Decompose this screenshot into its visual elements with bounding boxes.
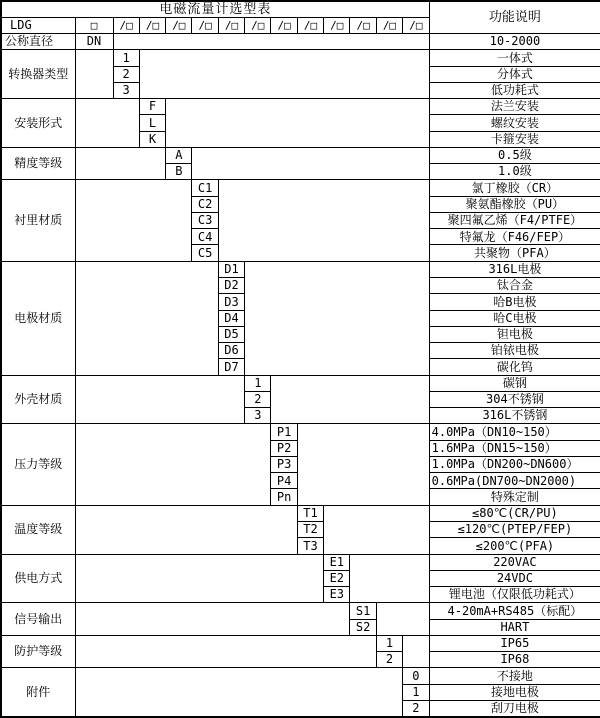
code-cell: D5 — [218, 326, 244, 342]
desc-cell: 聚四氟乙烯（F4/PTFE） — [429, 212, 600, 228]
desc-cell: 1.6MPa（DN15~150） — [429, 440, 600, 456]
desc-cell: 铂铱电极 — [429, 343, 600, 359]
category-label-lining-material: 衬里材质 — [1, 180, 75, 261]
model-slot: /□ — [403, 17, 430, 33]
code-cell: S2 — [350, 619, 376, 635]
desc-cell: 4-20mA+RS485（标配） — [429, 603, 600, 619]
code-cell: K — [139, 131, 165, 147]
desc-cell: 220VAC — [429, 554, 600, 570]
category-label-installation-type: 安装形式 — [1, 99, 75, 148]
empty-cell — [218, 180, 429, 261]
desc-cell: 低功耗式 — [429, 82, 600, 98]
code-cell: 1 — [245, 375, 271, 391]
desc-cell: ≤200℃(PFA) — [429, 538, 600, 554]
desc-cell: 法兰安装 — [429, 99, 600, 115]
desc-cell: 1.0MPa（DN200~DN600） — [429, 456, 600, 472]
model-slot: /□ — [166, 17, 192, 33]
model-slot: /□ — [113, 17, 139, 33]
code-cell: Pn — [271, 489, 297, 505]
code-cell: P4 — [271, 473, 297, 489]
desc-cell: 不接地 — [429, 668, 600, 684]
empty-cell — [75, 635, 376, 668]
desc-cell: 螺纹安装 — [429, 115, 600, 131]
desc-cell: 锂电池（仅限低功耗式） — [429, 587, 600, 603]
desc-cell: 一体式 — [429, 50, 600, 66]
code-cell: P1 — [271, 424, 297, 440]
empty-cell — [350, 554, 429, 603]
code-cell: E2 — [324, 570, 350, 586]
code-cell: T3 — [297, 538, 323, 554]
model-slot: /□ — [218, 17, 244, 33]
desc-cell: 哈B电极 — [429, 294, 600, 310]
code-cell: E3 — [324, 587, 350, 603]
empty-cell — [245, 261, 430, 375]
category-label-temperature-grade: 温度等级 — [1, 505, 75, 554]
code-cell: C3 — [192, 212, 218, 228]
code-cell: C2 — [192, 196, 218, 212]
empty-cell — [75, 505, 297, 554]
code-cell: DN — [75, 34, 113, 50]
code-cell: 3 — [245, 408, 271, 424]
code-cell: 1 — [113, 50, 139, 66]
desc-cell: 碳化钨 — [429, 359, 600, 375]
code-cell: L — [139, 115, 165, 131]
model-slot: /□ — [271, 17, 297, 33]
desc-cell: 钛合金 — [429, 278, 600, 294]
desc-cell: 共聚物（PFA） — [429, 245, 600, 261]
empty-cell — [324, 505, 430, 554]
desc-cell: IP65 — [429, 635, 600, 651]
empty-cell — [75, 147, 166, 180]
empty-cell — [75, 261, 218, 375]
code-cell: E1 — [324, 554, 350, 570]
empty-cell — [75, 375, 245, 424]
code-cell: S1 — [350, 603, 376, 619]
empty-cell — [75, 180, 192, 261]
category-label-electrode-material: 电极材质 — [1, 261, 75, 375]
desc-cell: 0.6MPa(DN700~DN2000) — [429, 473, 600, 489]
desc-cell: 0.5级 — [429, 147, 600, 163]
desc-cell: 卡箍安装 — [429, 131, 600, 147]
category-label-signal-output: 信号输出 — [1, 603, 75, 636]
empty-cell — [75, 424, 271, 505]
desc-cell: HART — [429, 619, 600, 635]
desc-cell: 哈C电极 — [429, 310, 600, 326]
desc-cell: IP68 — [429, 652, 600, 668]
code-cell: A — [166, 147, 192, 163]
empty-cell — [271, 375, 429, 424]
code-cell: 2 — [245, 391, 271, 407]
empty-cell — [166, 99, 429, 148]
code-cell: D2 — [218, 278, 244, 294]
function-description-header: 功能说明 — [429, 1, 600, 34]
model-slot: /□ — [350, 17, 376, 33]
code-cell: 1 — [376, 635, 402, 651]
desc-cell: 24VDC — [429, 570, 600, 586]
model-slot: /□ — [324, 17, 350, 33]
desc-cell: 特氟龙（F46/FEP） — [429, 229, 600, 245]
empty-cell — [297, 424, 429, 505]
code-cell: F — [139, 99, 165, 115]
desc-cell: 特殊定制 — [429, 489, 600, 505]
empty-cell — [403, 635, 430, 668]
desc-cell: 聚氨酯橡胶（PU） — [429, 196, 600, 212]
empty-cell — [139, 50, 429, 99]
code-cell: C1 — [192, 180, 218, 196]
code-cell: 2 — [403, 700, 430, 716]
empty-cell — [376, 603, 429, 636]
code-cell: D3 — [218, 294, 244, 310]
empty-cell — [75, 668, 403, 717]
category-label-converter-type: 转换器类型 — [1, 50, 75, 99]
empty-cell — [75, 554, 324, 603]
category-label-accuracy-grade: 精度等级 — [1, 147, 75, 180]
code-cell: D1 — [218, 261, 244, 277]
empty-cell — [75, 603, 350, 636]
category-label-nominal-diameter: 公称直径 — [1, 34, 75, 50]
desc-cell: ≤120℃(PTEP/FEP) — [429, 522, 600, 538]
desc-cell: 304不锈钢 — [429, 391, 600, 407]
desc-cell: 刮刀电极 — [429, 700, 600, 716]
desc-cell: 接地电极 — [429, 684, 600, 700]
model-slot: /□ — [376, 17, 402, 33]
code-cell: B — [166, 164, 192, 180]
empty-cell — [192, 147, 429, 180]
code-cell: C4 — [192, 229, 218, 245]
desc-cell: ≤80℃(CR/PU) — [429, 505, 600, 521]
table-title: 电磁流量计选型表 — [1, 1, 429, 17]
desc-cell: 316L不锈钢 — [429, 408, 600, 424]
code-cell: 1 — [403, 684, 430, 700]
model-slot: /□ — [297, 17, 323, 33]
empty-cell — [75, 50, 113, 99]
empty-cell — [113, 34, 429, 50]
desc-cell: 4.0MPa（DN10~150） — [429, 424, 600, 440]
category-label-accessories: 附件 — [1, 668, 75, 717]
model-slot: /□ — [245, 17, 271, 33]
code-cell: T1 — [297, 505, 323, 521]
desc-cell: 10-2000 — [429, 34, 600, 50]
code-cell: 0 — [403, 668, 430, 684]
code-cell: C5 — [192, 245, 218, 261]
code-cell: D7 — [218, 359, 244, 375]
code-cell: 3 — [113, 82, 139, 98]
model-slot: /□ — [192, 17, 218, 33]
code-cell: P3 — [271, 456, 297, 472]
code-cell: T2 — [297, 522, 323, 538]
code-cell: 2 — [113, 66, 139, 82]
desc-cell: 氯丁橡胶（CR） — [429, 180, 600, 196]
desc-cell: 钽电极 — [429, 326, 600, 342]
code-cell: D6 — [218, 343, 244, 359]
category-label-housing-material: 外壳材质 — [1, 375, 75, 424]
code-cell: 2 — [376, 652, 402, 668]
category-label-power-supply: 供电方式 — [1, 554, 75, 603]
model-prefix-label: LDG — [1, 17, 75, 33]
category-label-pressure-grade: 压力等级 — [1, 424, 75, 505]
desc-cell: 316L电极 — [429, 261, 600, 277]
code-cell: D4 — [218, 310, 244, 326]
code-cell: P2 — [271, 440, 297, 456]
desc-cell: 碳钢 — [429, 375, 600, 391]
model-slot-first: □ — [75, 17, 113, 33]
category-label-protection-grade: 防护等级 — [1, 635, 75, 668]
desc-cell: 分体式 — [429, 66, 600, 82]
desc-cell: 1.0级 — [429, 164, 600, 180]
model-slot: /□ — [139, 17, 165, 33]
empty-cell — [75, 99, 139, 148]
